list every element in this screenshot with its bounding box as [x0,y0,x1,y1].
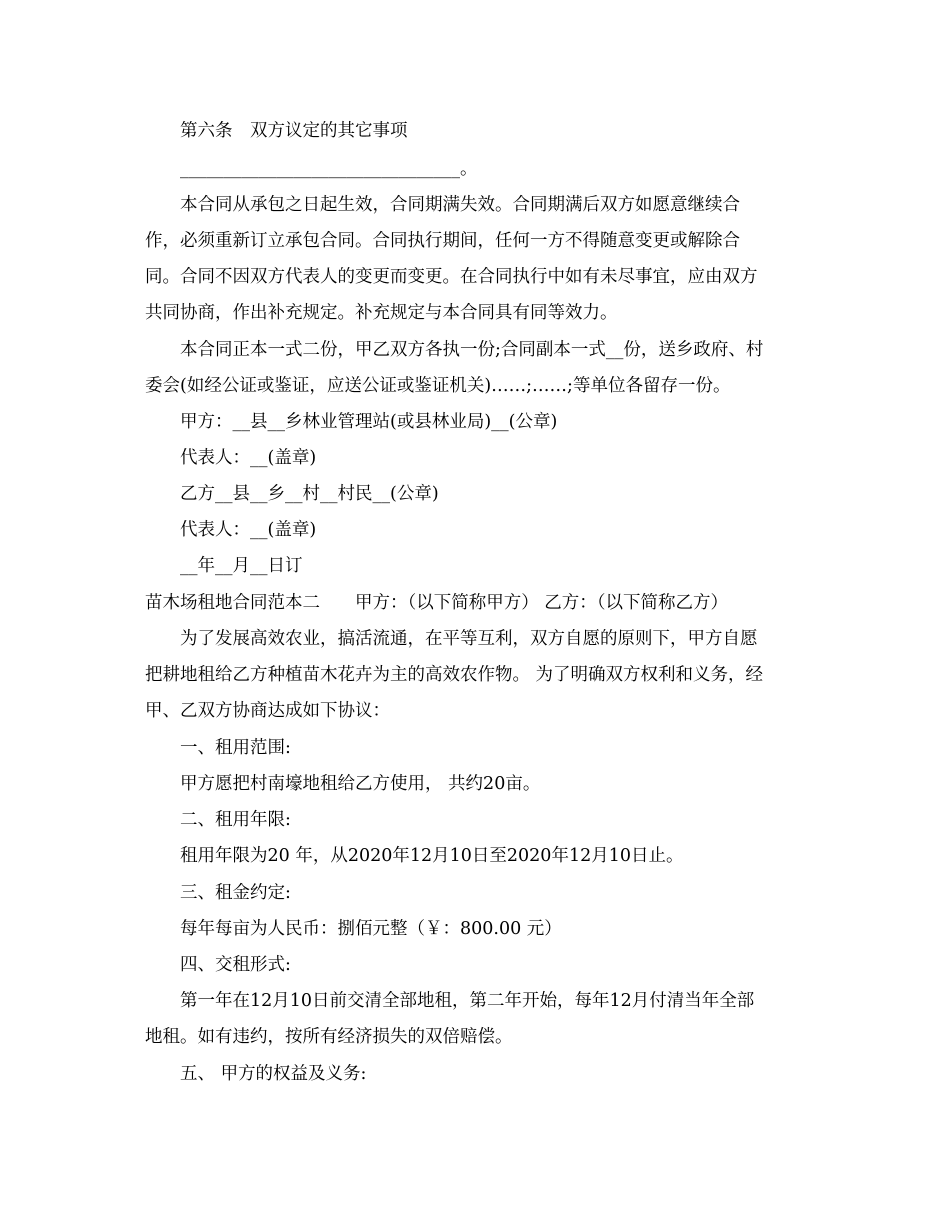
article-6-blank-line: ________________________________。 [180,159,478,179]
effect-paragraph-line: 作，必须重新订立承包合同。合同执行期间，任何一方不得随意变更或解除合 [145,231,740,251]
intro-paragraph-line: 把耕地租给乙方种植苗木花卉为主的高效农作物。 为了明确双方权利和义务，经 [145,665,764,685]
section-2-text: 租用年限为20 年，从2020年12月10日至2020年12月10日止。 [180,846,684,866]
section-2-title: 二、租用年限: [180,810,291,830]
effect-paragraph-line: 本合同从承包之日起生效，合同期满失效。合同期满后双方如愿意继续合 [180,195,740,215]
section-1-text: 甲方愿把村南壕地租给乙方使用， 共约20亩。 [180,774,541,794]
copies-paragraph-line: 委会(如经公证或鉴证，应送公证或鉴证机关)……;……;等单位各留存一份。 [145,376,731,396]
party-a-representative: 代表人：__(盖章) [180,448,317,468]
section-3-text: 每年每亩为人民币：捌佰元整（￥：800.00 元） [180,919,562,939]
effect-paragraph-line: 共同协商，作出补充规定。补充规定与本合同具有同等效力。 [145,303,618,323]
article-6-title: 第六条 双方议定的其它事项 [180,121,408,141]
section-4-text-line: 第一年在12月10日前交清全部地租，第二年开始，每年12月付清当年全部 [180,991,755,1011]
effect-paragraph-line: 同。合同不因双方代表人的变更而变更。在合同执行中如有未尽事宜，应由双方 [145,267,758,287]
party-a-signature: 甲方：__县__乡林业管理站(或县林业局)__(公章) [180,412,558,432]
copies-paragraph-line: 本合同正本一式二份，甲乙双方各执一份;合同副本一式__份，送乡政府、村 [180,340,764,360]
intro-paragraph-line: 甲、乙双方协商达成如下协议： [145,701,390,721]
section-3-title: 三、租金约定: [180,883,291,903]
party-b-signature: 乙方__县__乡__村__村民__(公章) [180,484,439,504]
intro-paragraph-line: 为了发展高效农业，搞活流通，在平等互利，双方自愿的原则下，甲方自愿 [180,629,758,649]
section-1-title: 一、租用范围: [180,738,291,758]
party-b-representative: 代表人：__(盖章) [180,520,317,540]
section-5-title: 五、 甲方的权益及义务: [180,1064,367,1084]
section-4-text-line: 地租。如有违约，按所有经济损失的双倍赔偿。 [145,1027,513,1047]
sample-2-heading: 苗木场租地合同范本二 甲方：（以下简称甲方） 乙方：（以下简称乙方） [145,593,729,613]
section-4-title: 四、交租形式: [180,955,291,975]
signing-date: __年__月__日订 [180,556,303,576]
